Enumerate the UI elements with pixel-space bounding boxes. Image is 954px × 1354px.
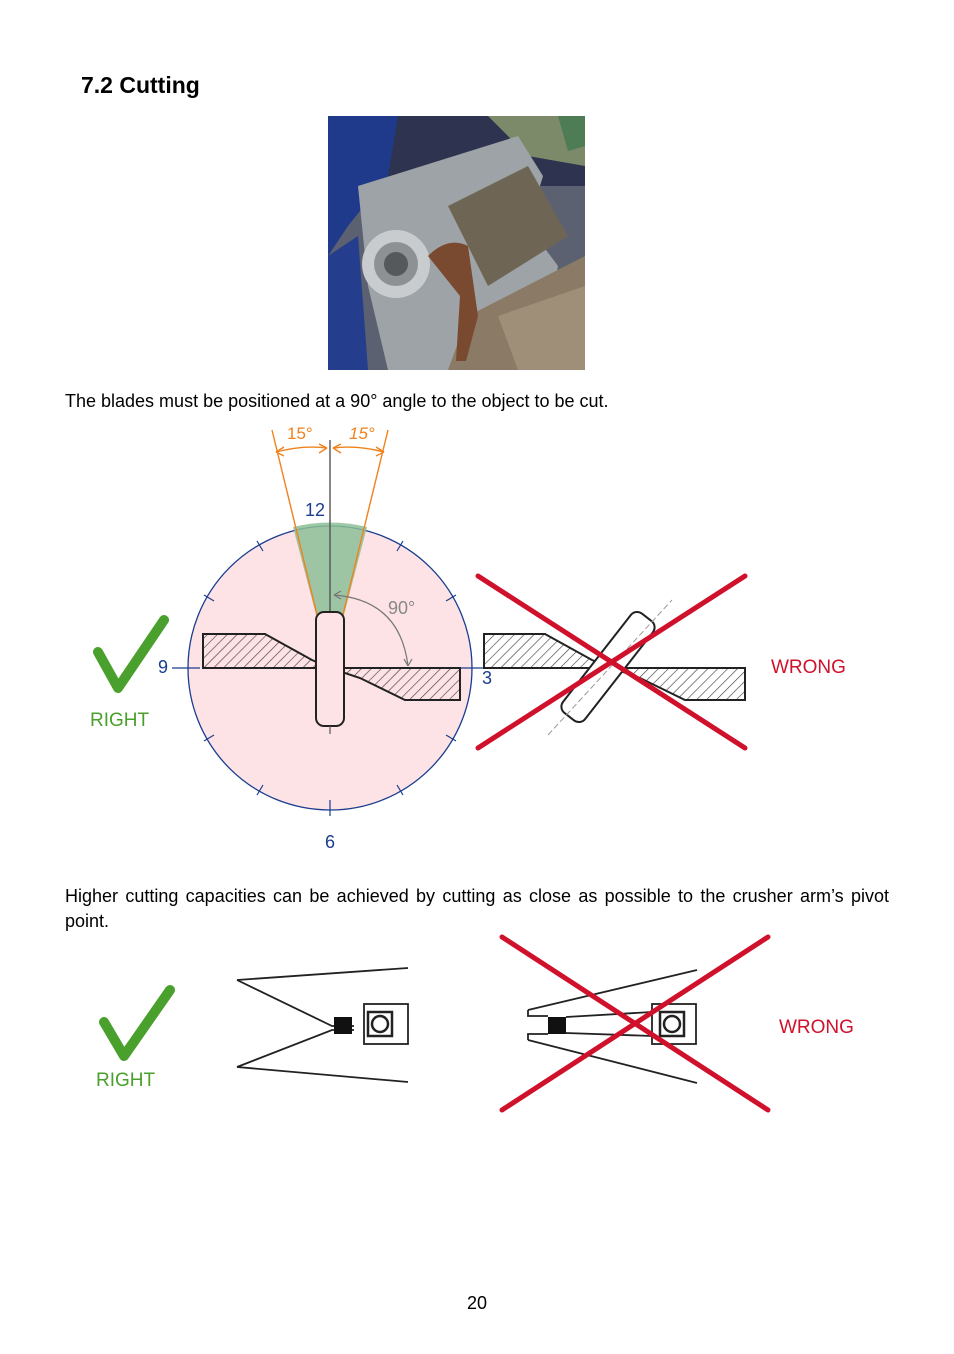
wrong-cross-2 bbox=[502, 937, 768, 1110]
hour-label-9: 9 bbox=[158, 657, 169, 677]
hour-label-3: 3 bbox=[482, 668, 493, 688]
hour-label-12: 12 bbox=[305, 500, 326, 520]
section-heading: 7.2 Cutting bbox=[81, 72, 200, 98]
angle-label-right: 15° bbox=[349, 424, 375, 443]
right-label-2: RIGHT bbox=[96, 1070, 156, 1091]
right-label-1: RIGHT bbox=[90, 710, 150, 731]
blade-angle-paragraph: The blades must be positioned at a 90° angle to the object to be cut. bbox=[65, 391, 609, 411]
pivot-point-paragraph: Higher cutting capacities can be achieved by cutting as close as possible to the crusher arm’s pivot point. bbox=[65, 886, 889, 931]
angle-label-main: 90° bbox=[388, 598, 416, 618]
angle-label-left: 15° bbox=[287, 424, 313, 443]
object-near-pivot bbox=[334, 1017, 352, 1034]
page-number: 20 bbox=[466, 1293, 488, 1313]
check-icon-2 bbox=[104, 990, 170, 1056]
wrong-label-2: WRONG bbox=[779, 1017, 854, 1038]
hour-label-6: 6 bbox=[325, 832, 336, 852]
jaws-right bbox=[237, 968, 408, 1082]
wrong-label-1: WRONG bbox=[771, 657, 846, 678]
object-far-from-pivot bbox=[548, 1017, 566, 1034]
